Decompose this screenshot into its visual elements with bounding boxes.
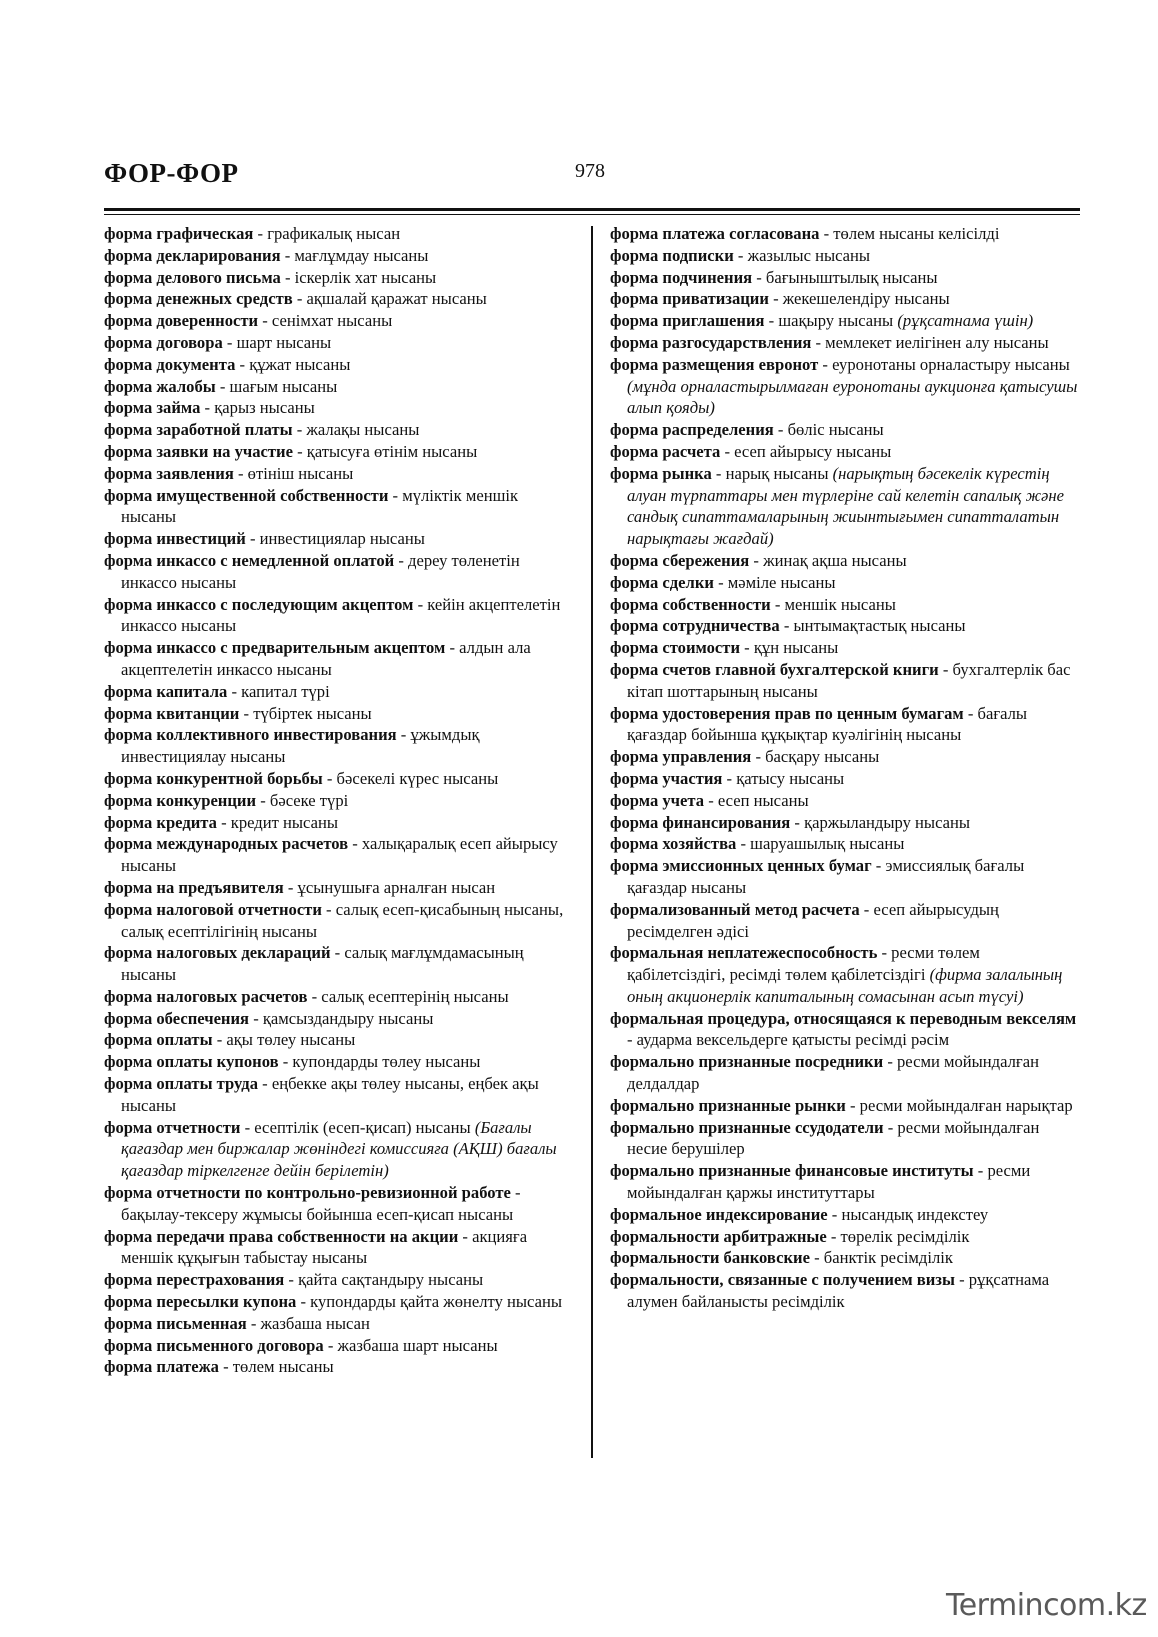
entry-term: форма налоговой отчетности [104,899,322,919]
dictionary-entry [104,1029,574,1051]
entry-term: форма делового письма [104,267,281,287]
dictionary-entry [610,1051,1078,1095]
entry-term: форма на предъявителя [104,877,284,897]
entry-term: форма разгосударствления [610,332,812,352]
entry-term: форма денежных средств [104,289,293,309]
dictionary-entry [104,681,574,703]
entry-definition: - ақшалай қаражат нысаны [292,289,487,309]
dictionary-entry [610,703,1078,747]
dictionary-entry [104,1226,574,1270]
entry-note: (Бағалы қағаздар мен биржалар жөніндегі комиссияға (АҚШ) бағалы қағаздар тіркелгенге дейін берілетін) [121,1117,557,1181]
entry-term: форма размещения евронот [610,354,819,374]
entry-definition: - бөліс нысаны [773,420,884,440]
dictionary-entry [610,659,1078,703]
dictionary-entry [104,899,574,943]
entry-term: форма письменная [104,1313,247,1333]
dictionary-entry [610,1117,1078,1161]
entry-term: форма подчинения [610,267,753,287]
dictionary-entry [104,528,574,550]
dictionary-entry [104,1356,574,1378]
entry-definition: - бәсекелі күрес нысаны [322,768,499,788]
entry-definition: - ресми мойындалған нарықтар [845,1095,1073,1115]
entry-term: форма рынка [610,463,712,483]
dictionary-entry [610,942,1078,1007]
entry-term: форма письменного договора [104,1335,324,1355]
entry-definition: - құжат нысаны [235,354,351,374]
dictionary-entry [104,833,574,877]
entry-term: формализованный метод расчета [610,899,860,919]
entry-definition: - кейін акцептелетін инкассо нысаны [121,594,561,636]
entry-definition: - мәміле нысаны [713,572,836,592]
entry-definition: - бухгалтерлік бас кітап шоттарының нысаны [627,659,1071,701]
entry-definition: - шағым нысаны [215,376,338,396]
entry-term: форма заявления [104,463,234,483]
dictionary-entry [610,1269,1078,1313]
entry-term: формально признанные ссудодатели [610,1117,884,1137]
dictionary-entry [104,463,574,485]
entry-term: форма передачи права собственности на акции [104,1226,459,1246]
dictionary-entry [610,288,1078,310]
entry-definition: - инвестициялар нысаны [245,529,425,549]
dictionary-entry [104,245,574,267]
dictionary-entry [610,332,1078,354]
entry-definition: - аударма вексельдерге қатысты ресімді рәсім [627,1030,950,1050]
entry-definition: - мүліктік меншік нысаны [121,485,519,527]
entry-definition: - купондарды төлеу нысаны [278,1052,481,1072]
entry-definition: - жинақ ақша нысаны [749,550,907,570]
entry-definition: - ресми мойындалған несие берушілер [627,1117,1040,1159]
left-column [104,223,574,1378]
dictionary-entry [104,1313,574,1335]
entry-term: форма документа [104,354,236,374]
entry-term: форма платежа [104,1357,219,1377]
entry-definition: - нарық нысаны [711,463,833,483]
dictionary-entry [610,441,1078,463]
entry-definition: - салық есеп-қисабының нысаны, салық есептілігінің нысаны [121,899,564,941]
entry-term: форма приглашения [610,311,765,331]
entry-term: форма международных расчетов [104,834,349,854]
entry-definition: - жазбаша шарт нысаны [323,1335,498,1355]
entry-term: форма удостоверения прав по ценным бумагам [610,703,964,723]
dictionary-entry [104,1117,574,1182]
entry-definition: - ынтымақтастық нысаны [779,616,966,636]
entry-term: форма оплаты [104,1030,213,1050]
entry-term: форма подписки [610,245,734,265]
entry-definition: - жекешелендіру нысаны [768,289,950,309]
entry-term: формальная неплатежеспособность [610,943,878,963]
entry-term: форма стоимости [610,638,741,658]
entry-definition: - жалақы нысаны [292,420,420,440]
entry-term: формально признанные посредники [610,1052,884,1072]
entry-definition: - төрелік ресімділік [826,1226,970,1246]
dictionary-entry [610,463,1078,550]
dictionary-entry [104,986,574,1008]
entry-term: форма финансирования [610,812,791,832]
entry-term: форма приватизации [610,289,769,309]
entry-definition: - мағлұмдау нысаны [280,245,429,265]
entry-note: (рұқсатнама үшін) [897,311,1034,331]
dictionary-entry [104,594,574,638]
dictionary-entry [104,1008,574,1030]
entry-definition: - ақы төлеу нысаны [212,1030,356,1050]
dictionary-entry [610,245,1078,267]
entry-note: (нарықтың бәсекелік күрестің алуан түрпаттары мен түрлеріне сай келетін сапалық және сандық сипаттамаларының жиынтығымен сипатталатын нарықтағы жағдай) [627,463,1064,549]
entry-definition: - шаруашылық нысаны [736,834,905,854]
entry-definition: - есептілік (есеп-қисап) нысаны [240,1117,475,1137]
dictionary-entry [610,1160,1078,1204]
dictionary-entry [104,441,574,463]
entry-definition: - сенімхат нысаны [258,311,393,331]
entry-term: форма графическая [104,224,254,243]
entry-definition: - түбіртек нысаны [239,703,372,723]
entry-term: форма инкассо с немедленной оплатой [104,550,395,570]
entry-definition: - ресми мойындалған қаржы институттары [627,1161,1031,1203]
entry-definition: - ұжымдық инвестициялау нысаны [121,725,480,767]
entry-term: форма договора [104,332,223,352]
dictionary-entry [104,1073,574,1117]
entry-term: форма обеспечения [104,1008,250,1028]
entry-note: (мұнда орналастырылмаған еуронотаны аукционға қатысушы алып қояды) [627,376,1078,418]
entry-term: формальности арбитражные [610,1226,827,1246]
entry-term: формальное индексирование [610,1204,828,1224]
entry-definition: - құн нысаны [740,638,839,658]
entry-term: форма расчета [610,441,721,461]
entry-term: форма доверенности [104,311,259,331]
entry-term: форма кредита [104,812,217,832]
entry-term: форма имущественной собственности [104,485,389,505]
column-divider [591,226,593,1458]
entry-term: форма эмиссионных ценных бумаг [610,856,872,876]
entry-term: форма инкассо с предварительным акцептом [104,638,446,658]
dictionary-entry [610,550,1078,572]
entry-note: (фирма залалының оның акционерлік капиталының сомасынан асып түсуі) [627,965,1063,1006]
entry-term: форма займа [104,398,201,418]
entry-definition: - алдын ала акцептелетін инкассо нысаны [121,638,531,679]
dictionary-entry [104,790,574,812]
entry-term: формально признанные рынки [610,1095,846,1115]
entry-term: форма хозяйства [610,834,737,854]
dictionary-entry [104,223,574,245]
entry-definition: - халықаралық есеп айырысу нысаны [121,834,558,876]
dictionary-entry [610,812,1078,834]
entry-definition: - эмиссиялық бағалы қағаздар нысаны [627,856,1025,897]
entry-term: форма квитанции [104,703,240,723]
entry-definition: - бағыныштылық нысаны [752,267,938,287]
dictionary-entry [610,637,1078,659]
entry-definition: - ресми төлем қабілетсіздігі, ресімді төлем қабілетсіздігі [627,943,980,985]
right-column [610,223,1078,1313]
dictionary-entry [610,223,1078,245]
page-header-title: ФОР-ФОР [104,158,239,188]
entry-term: форма конкуренции [104,790,257,810]
entry-definition: - қаржыландыру нысаны [790,812,971,832]
entry-definition: - еуронотаны орналастыру нысаны [818,354,1070,374]
entry-term: форма заработной платы [104,420,293,440]
dictionary-entry [610,899,1078,943]
dictionary-entry [610,572,1078,594]
dictionary-entry [104,1291,574,1313]
dictionary-entry [610,790,1078,812]
dictionary-entry [104,354,574,376]
entry-term: форма счетов главной бухгалтерской книги [610,659,939,679]
entry-definition: - бақылау-тексеру жұмысы бойынша есеп-қисап нысаны [121,1183,521,1224]
entry-term: форма декларирования [104,245,281,265]
entry-term: форма сделки [610,572,714,592]
entry-term: форма капитала [104,681,228,701]
dictionary-entry [104,877,574,899]
entry-definition: - қайта сақтандыру нысаны [284,1270,484,1290]
dictionary-entry [104,288,574,310]
entry-term: форма отчетности по контрольно-ревизионной работе [104,1183,511,1203]
entry-definition: - бәсеке түрі [256,790,349,810]
dictionary-entry [104,419,574,441]
dictionary-entry [104,768,574,790]
entry-term: форма коллективного инвестирования [104,725,397,745]
entry-term: форма учета [610,790,705,810]
dictionary-entry [610,1247,1078,1269]
header-rule-thin [104,214,1080,215]
entry-definition: - шарт нысаны [222,332,332,352]
dictionary-entry [104,550,574,594]
entry-definition: - басқару нысаны [751,747,880,767]
entry-definition: - қарыз нысаны [200,398,315,418]
entry-definition: - рұқсатнама алумен байланысты ресімділік [627,1270,1050,1312]
dictionary-entry [610,419,1078,441]
page-number: 978 [575,160,605,182]
entry-term: форма заявки на участие [104,441,293,461]
dictionary-entry [610,1008,1078,1052]
entry-definition: - іскерлік хат нысаны [280,267,437,287]
dictionary-entry [104,1182,574,1226]
dictionary-entry [104,724,574,768]
dictionary-entry [610,833,1078,855]
entry-definition: - қатысуға өтінім нысаны [292,441,478,461]
dictionary-entry [104,397,574,419]
entry-definition: - мемлекет иелігінен алу нысаны [811,332,1049,352]
entry-definition: - қамсыздандыру нысаны [249,1008,434,1028]
entry-definition: - дереу төленетін инкассо нысаны [121,550,520,592]
entry-term: формально признанные финансовые институты [610,1161,974,1181]
entry-term: форма участия [610,768,723,788]
entry-definition: - нысандық индекстеу [827,1204,989,1224]
dictionary-entry [104,812,574,834]
dictionary-entry [610,594,1078,616]
entry-term: формальная процедура, относящаяся к переводным векселям [610,1008,1077,1028]
dictionary-entry [104,485,574,529]
entry-definition: - өтініш нысаны [233,463,354,483]
dictionary-entry [104,310,574,332]
entry-definition: - жазылыс нысаны [733,245,871,265]
entry-definition: - төлем нысаны [218,1357,334,1377]
entry-term: форма пересылки купона [104,1292,297,1312]
dictionary-entry [104,376,574,398]
entry-term: форма налоговых расчетов [104,986,308,1006]
entry-definition: - графикалық нысан [253,224,401,243]
entry-definition: - төлем нысаны келісілді [819,224,1000,243]
entry-term: форма отчетности [104,1117,241,1137]
entry-term: форма инкассо с последующим акцептом [104,594,414,614]
entry-definition: - есеп айырысу нысаны [720,441,892,461]
entry-definition: - банктік ресімділік [809,1248,953,1268]
entry-term: форма налоговых деклараций [104,943,331,963]
entry-term: форма собственности [610,594,771,614]
dictionary-entry [104,1051,574,1073]
dictionary-entry [610,746,1078,768]
dictionary-entry [104,267,574,289]
dictionary-entry [104,703,574,725]
dictionary-entry [610,1095,1078,1117]
dictionary-entry [610,768,1078,790]
entry-definition: - ұсынушыға арналған нысан [283,877,496,897]
entry-term: форма платежа согласована [610,224,820,243]
entry-term: форма сотрудничества [610,616,780,636]
entry-definition: - салық есептерінің нысаны [307,986,509,1006]
entry-term: форма оплаты купонов [104,1052,279,1072]
site-watermark-logo: Termincom.kz [946,1588,1147,1623]
entry-definition: - шақыру нысаны [764,311,898,331]
entry-term: форма перестрахования [104,1270,285,1290]
entry-definition: - есеп айырысудың ресімделген әдісі [627,899,999,941]
dictionary-entry [104,332,574,354]
entry-definition: - купондарды қайта жөнелту нысаны [296,1292,563,1312]
entry-definition: - меншік нысаны [770,594,896,614]
dictionary-entry [610,1226,1078,1248]
entry-definition: - жазбаша нысан [246,1313,370,1333]
entry-definition: - бағалы қағаздар бойынша құқықтар куәлігінің нысаны [627,703,1028,745]
entry-term: формальности банковские [610,1248,810,1268]
entry-definition: - қатысу нысаны [722,768,845,788]
entry-definition: - кредит нысаны [216,812,338,832]
entry-term: форма инвестиций [104,529,246,549]
entry-definition: - салық мағлұмдамасының нысаны [121,943,524,985]
dictionary-entry [610,1204,1078,1226]
entry-term: форма конкурентной борьбы [104,768,323,788]
dictionary-entry [104,942,574,986]
entry-term: форма жалобы [104,376,216,396]
dictionary-entry [104,1269,574,1291]
entry-definition: - еңбекке ақы төлеу нысаны, еңбек ақы нысаны [121,1074,539,1115]
dictionary-entry [610,615,1078,637]
entry-term: форма сбережения [610,550,750,570]
header-rule-thick [104,208,1080,211]
dictionary-entry [610,310,1078,332]
entry-term: форма управления [610,747,752,767]
dictionary-entry [610,267,1078,289]
entry-definition: - есеп нысаны [704,790,809,810]
entry-definition: - капитал түрі [227,681,330,701]
entry-term: форма оплаты труда [104,1074,258,1094]
entry-term: форма распределения [610,420,774,440]
entry-definition: - акцияға меншік құқығын табыстау нысаны [121,1226,528,1268]
dictionary-entry [610,354,1078,419]
entry-term: формальности, связанные с получением визы [610,1270,955,1290]
entry-definition: - ресми мойындалған делдалдар [627,1052,1039,1094]
dictionary-entry [104,1335,574,1357]
dictionary-entry [104,637,574,681]
dictionary-entry [610,855,1078,899]
